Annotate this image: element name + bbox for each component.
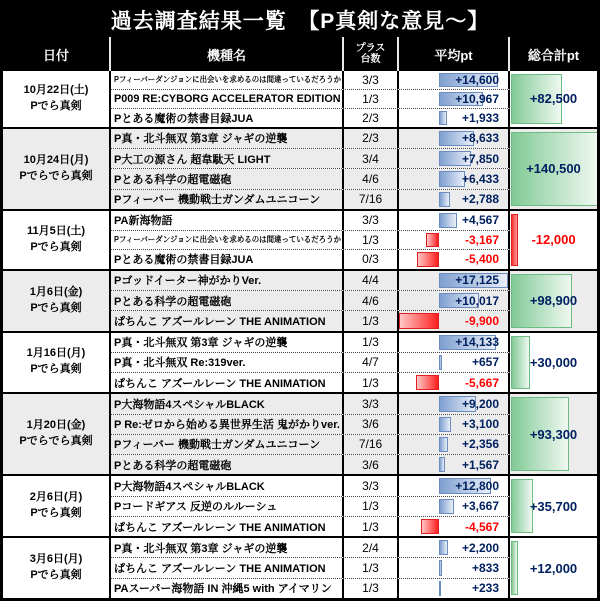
grand-total-value: +12,000: [529, 560, 578, 576]
date-group: [3, 331, 597, 393]
machine-name-cell: [111, 373, 344, 392]
machine-row: [111, 108, 510, 127]
column-header-grand-total: 総合計pt: [527, 47, 580, 63]
machine-name-cell: [111, 271, 344, 290]
table-body: [3, 71, 597, 598]
avg-databar: [399, 313, 439, 328]
average-pt-cell: [399, 558, 510, 577]
date-label: 1月16日(月): [26, 347, 86, 360]
plus-count-cell: 1/3: [344, 579, 399, 598]
average-pt-cell: [399, 455, 510, 474]
grand-total-cell: [510, 71, 597, 127]
date-label: 1月6日(金): [29, 285, 83, 298]
machine-name-text: Pフィーバー 機動戦士ガンダムユニコーン: [114, 439, 321, 452]
average-pt-value: +12,800: [455, 479, 499, 494]
machine-name-cell: [111, 90, 344, 108]
page-title: [3, 3, 597, 37]
machine-name-cell: [111, 231, 344, 250]
machine-rows: [111, 129, 510, 209]
machine-name-text: Pとある科学の超電磁砲: [114, 173, 232, 186]
average-pt-value: +6,433: [461, 171, 499, 186]
column-header-date: 日付: [3, 37, 111, 71]
event-label: Pでら真剣: [30, 99, 82, 112]
average-pt-cell: [399, 109, 510, 127]
average-pt-cell: [399, 311, 510, 330]
date-label: 3月6日(月): [29, 553, 83, 566]
machine-row: [111, 249, 510, 269]
machine-row: [111, 189, 510, 209]
page-title-text: 過去調査結果一覧 【P真剣な意見～】: [110, 10, 490, 33]
machine-name-text: P真・北斗無双 第3章 ジャギの逆襲: [114, 542, 288, 555]
machine-row: [111, 290, 510, 310]
average-pt-value: +3,667: [461, 499, 499, 514]
average-pt-cell: [399, 250, 510, 269]
machine-name-cell: [111, 333, 344, 352]
event-label: Pでら真剣: [30, 569, 82, 582]
average-pt-value: +14,133: [455, 335, 499, 350]
machine-name-cell: [111, 394, 344, 413]
machine-row: [111, 89, 510, 108]
average-pt-cell: [399, 169, 510, 188]
machine-name-cell: [111, 435, 344, 454]
machine-name-cell: [111, 455, 344, 474]
average-pt-value: -3,167: [464, 232, 499, 247]
average-pt-value: +833: [471, 561, 499, 576]
plus-count-cell: 1/3: [344, 517, 399, 536]
average-pt-value: +233: [471, 581, 499, 596]
average-pt-value: +17,125: [455, 273, 499, 288]
average-pt-value: +2,200: [461, 540, 499, 555]
plus-count-cell: 3/6: [344, 455, 399, 474]
plus-count-cell: 4/6: [344, 291, 399, 310]
date-group: [3, 209, 597, 269]
date-label: 2月6日(月): [29, 491, 83, 504]
grand-total-value: +30,000: [529, 354, 578, 370]
plus-count-line1: プラス: [355, 42, 386, 54]
average-pt-value: +10,017: [455, 293, 499, 308]
machine-name-text: P真・北斗無双 第3章 ジャギの逆襲: [114, 337, 288, 350]
machine-name-cell: [111, 190, 344, 209]
avg-databar: [416, 375, 439, 390]
event-label: Pでら真剣: [30, 301, 82, 314]
grand-total-value: +93,300: [529, 426, 578, 442]
event-label: Pでら真剣: [30, 240, 82, 253]
average-pt-value: +7,850: [461, 151, 499, 166]
machine-row: [111, 434, 510, 454]
machine-row: [111, 168, 510, 188]
machine-name-cell: [111, 291, 344, 310]
machine-row: [111, 71, 510, 89]
machine-name-text: Pフィーバーダンジョンに出会いを求めるのは間違っているだろうか: [114, 235, 342, 245]
average-pt-value: +4,567: [461, 213, 499, 228]
plus-count-cell: 4/6: [344, 169, 399, 188]
average-pt-cell: [399, 271, 510, 290]
plus-count-cell: 0/3: [344, 250, 399, 269]
machine-row: [111, 516, 510, 536]
machine-name-text: Pとある魔術の禁書目録JUA: [114, 254, 254, 267]
date-cell: [3, 333, 111, 393]
average-pt-cell: [399, 538, 510, 557]
machine-row: [111, 372, 510, 392]
machine-name-text: PAスーパー海物語 IN 沖縄5 with アイマリン: [114, 583, 332, 596]
machine-name-cell: [111, 415, 344, 434]
average-pt-cell: [399, 129, 510, 148]
grand-total-cell: [510, 211, 597, 269]
machine-row: [111, 414, 510, 434]
table-header: [3, 37, 597, 71]
machine-name-text: PA新海物語: [114, 215, 173, 228]
average-pt-value: +8,633: [461, 131, 499, 146]
machine-name-cell: [111, 211, 344, 230]
plus-count-cell: 1/3: [344, 231, 399, 250]
machine-name-text: P真・北斗無双 Re:319ver.: [114, 357, 246, 370]
avg-databar: [426, 233, 439, 248]
event-label: Pでらでら真剣: [19, 435, 93, 448]
avg-databar: [439, 540, 448, 555]
machine-name-cell: [111, 250, 344, 269]
machine-rows: [111, 394, 510, 474]
plus-count-cell: 4/7: [344, 353, 399, 372]
average-pt-cell: [399, 333, 510, 352]
average-pt-cell: [399, 190, 510, 209]
machine-name-text: P大工の源さん 超韋駄天 LIGHT: [114, 153, 271, 166]
machine-row: [111, 538, 510, 557]
machine-row: [111, 557, 510, 577]
date-group: [3, 474, 597, 536]
machine-row: [111, 271, 510, 290]
machine-rows: [111, 271, 510, 331]
plus-count-cell: 1/3: [344, 90, 399, 108]
machine-name-text: P真・北斗無双 第3章 ジャギの逆襲: [114, 133, 288, 146]
average-pt-value: +2,356: [461, 437, 499, 452]
average-pt-cell: [399, 435, 510, 454]
machine-row: [111, 310, 510, 330]
plus-count-cell: 3/4: [344, 149, 399, 168]
avg-databar: [439, 355, 442, 370]
date-group: [3, 392, 597, 474]
average-pt-value: +9,200: [461, 396, 499, 411]
average-pt-value: +2,788: [461, 192, 499, 207]
grand-total-cell: [510, 129, 597, 209]
date-group: [3, 71, 597, 127]
plus-count-cell: 3/3: [344, 394, 399, 413]
machine-name-text: P Re:ゼロから始める異世界生活 鬼がかりver.: [114, 419, 340, 432]
plus-count-cell: 2/3: [344, 129, 399, 148]
avg-databar: [439, 192, 450, 207]
machine-rows: [111, 211, 510, 269]
average-pt-cell: [399, 353, 510, 372]
machine-name-cell: [111, 71, 344, 89]
date-cell: [3, 71, 111, 127]
average-pt-cell: [399, 291, 510, 310]
event-label: Pでらでら真剣: [19, 169, 93, 182]
event-label: Pでら真剣: [30, 507, 82, 520]
average-pt-cell: [399, 415, 510, 434]
date-cell: [3, 538, 111, 598]
grand-total-cell: [510, 333, 597, 393]
average-pt-value: -5,667: [464, 375, 499, 390]
machine-row: [111, 578, 510, 598]
average-pt-cell: [399, 579, 510, 598]
average-pt-value: -4,567: [464, 519, 499, 534]
date-cell: [3, 476, 111, 536]
date-label: 10月22日(土): [23, 83, 89, 96]
plus-count-cell: 1/3: [344, 311, 399, 330]
date-group: [3, 536, 597, 598]
machine-row: [111, 496, 510, 516]
grand-total-value: -12,000: [531, 232, 576, 248]
machine-name-text: P大海物語4スペシャルBLACK: [114, 398, 265, 411]
average-pt-cell: [399, 231, 510, 250]
total-databar: [511, 336, 530, 390]
machine-name-text: ぱちんこ アズールレーン THE ANIMATION: [114, 563, 326, 576]
plus-count-cell: 3/3: [344, 476, 399, 495]
date-cell: [3, 129, 111, 209]
plus-count-cell: 1/3: [344, 497, 399, 516]
machine-row: [111, 230, 510, 250]
plus-count-cell: 1/3: [344, 373, 399, 392]
date-group: [3, 269, 597, 331]
average-pt-value: +3,100: [461, 417, 499, 432]
machine-row: [111, 394, 510, 413]
machine-name-text: Pコードギアス 反逆のルルーシュ: [114, 501, 278, 514]
date-label: 10月24日(月): [23, 153, 89, 166]
machine-name-cell: [111, 129, 344, 148]
date-cell: [3, 211, 111, 269]
plus-count-cell: 3/6: [344, 415, 399, 434]
avg-databar: [439, 417, 452, 432]
machine-name-cell: [111, 353, 344, 372]
plus-count-cell: 2/3: [344, 109, 399, 127]
avg-databar: [417, 252, 439, 267]
machine-rows: [111, 71, 510, 127]
plus-count-cell: 4/4: [344, 271, 399, 290]
machine-row: [111, 352, 510, 372]
avg-databar: [421, 519, 439, 534]
average-pt-value: +10,967: [455, 91, 499, 106]
machine-rows: [111, 538, 510, 598]
machine-row: [111, 129, 510, 148]
grand-total-value: +140,500: [526, 161, 581, 177]
machine-row: [111, 148, 510, 168]
machine-rows: [111, 476, 510, 536]
plus-count-cell: 1/3: [344, 558, 399, 577]
machine-name-cell: [111, 558, 344, 577]
avg-databar: [439, 581, 441, 596]
machine-row: [111, 476, 510, 495]
average-pt-value: -5,400: [464, 252, 499, 267]
column-header-plus-count: [344, 37, 399, 71]
date-label: 1月20日(金): [26, 419, 86, 432]
machine-name-text: ぱちんこ アズールレーン THE ANIMATION: [114, 377, 326, 390]
machine-name-text: Pゴッドイーター神がかりVer.: [114, 275, 262, 288]
machine-row: [111, 333, 510, 352]
grand-total-cell: [510, 271, 597, 331]
average-pt-cell: [399, 394, 510, 413]
avg-databar: [439, 457, 445, 472]
date-group: [3, 127, 597, 209]
machine-name-cell: [111, 149, 344, 168]
machine-name-text: P009 RE:CYBORG ACCELERATOR EDITION: [114, 92, 341, 105]
column-header-machine: 機種名: [111, 37, 344, 71]
average-pt-value: -9,900: [464, 313, 499, 328]
event-label: Pでら真剣: [30, 363, 82, 376]
average-pt-cell: [399, 517, 510, 536]
average-pt-value: +1,933: [461, 110, 499, 125]
machine-name-cell: [111, 517, 344, 536]
machine-name-text: Pフィーバー 機動戦士ガンダムユニコーン: [114, 194, 321, 207]
average-pt-cell: [399, 497, 510, 516]
plus-count-cell: 3/3: [344, 211, 399, 230]
avg-databar: [439, 560, 442, 575]
plus-count-cell: 2/4: [344, 538, 399, 557]
machine-row: [111, 454, 510, 474]
average-pt-cell: [399, 211, 510, 230]
machine-name-text: P大海物語4スペシャルBLACK: [114, 481, 265, 494]
machine-name-cell: [111, 538, 344, 557]
grand-total-cell: [510, 394, 597, 474]
plus-count-cell: 1/3: [344, 333, 399, 352]
average-pt-value: +1,567: [461, 457, 499, 472]
machine-name-text: ぱちんこ アズールレーン THE ANIMATION: [114, 521, 326, 534]
machine-name-cell: [111, 169, 344, 188]
avg-databar: [439, 499, 454, 514]
machine-name-text: Pフィーバーダンジョンに出会いを求めるのは間違っているだろうか: [114, 75, 342, 85]
average-pt-cell: [399, 71, 510, 89]
avg-databar: [439, 111, 447, 125]
total-databar: [511, 214, 518, 266]
total-databar: [511, 541, 518, 595]
machine-name-text: Pとある魔術の禁書目録JUA: [114, 112, 254, 125]
average-pt-cell: [399, 90, 510, 108]
column-header-average: 平均pt: [399, 37, 510, 71]
machine-name-text: Pとある科学の超電磁砲: [114, 295, 232, 308]
plus-count-line2: 台数: [360, 54, 381, 65]
avg-databar: [439, 437, 449, 452]
grand-total-cell: [510, 538, 597, 598]
average-pt-cell: [399, 476, 510, 495]
average-pt-value: +657: [471, 355, 499, 370]
machine-name-cell: [111, 109, 344, 127]
machine-row: [111, 211, 510, 230]
machine-name-text: Pとある科学の超電磁砲: [114, 459, 232, 472]
grand-total-value: +82,500: [529, 91, 578, 107]
machine-name-text: ぱちんこ アズールレーン THE ANIMATION: [114, 315, 326, 328]
machine-name-cell: [111, 497, 344, 516]
avg-databar: [439, 213, 457, 228]
date-cell: [3, 394, 111, 474]
machine-rows: [111, 333, 510, 393]
plus-count-cell: 3/3: [344, 71, 399, 89]
average-pt-cell: [399, 373, 510, 392]
date-label: 11月5日(土): [26, 224, 86, 237]
average-pt-value: +14,600: [455, 72, 499, 87]
date-cell: [3, 271, 111, 331]
plus-count-cell: 7/16: [344, 435, 399, 454]
plus-count-cell: 7/16: [344, 190, 399, 209]
grand-total-value: +35,700: [529, 498, 578, 514]
machine-name-cell: [111, 579, 344, 598]
grand-total-cell: [510, 476, 597, 536]
average-pt-cell: [399, 149, 510, 168]
machine-name-cell: [111, 311, 344, 330]
machine-name-cell: [111, 476, 344, 495]
grand-total-value: +98,900: [529, 293, 578, 309]
